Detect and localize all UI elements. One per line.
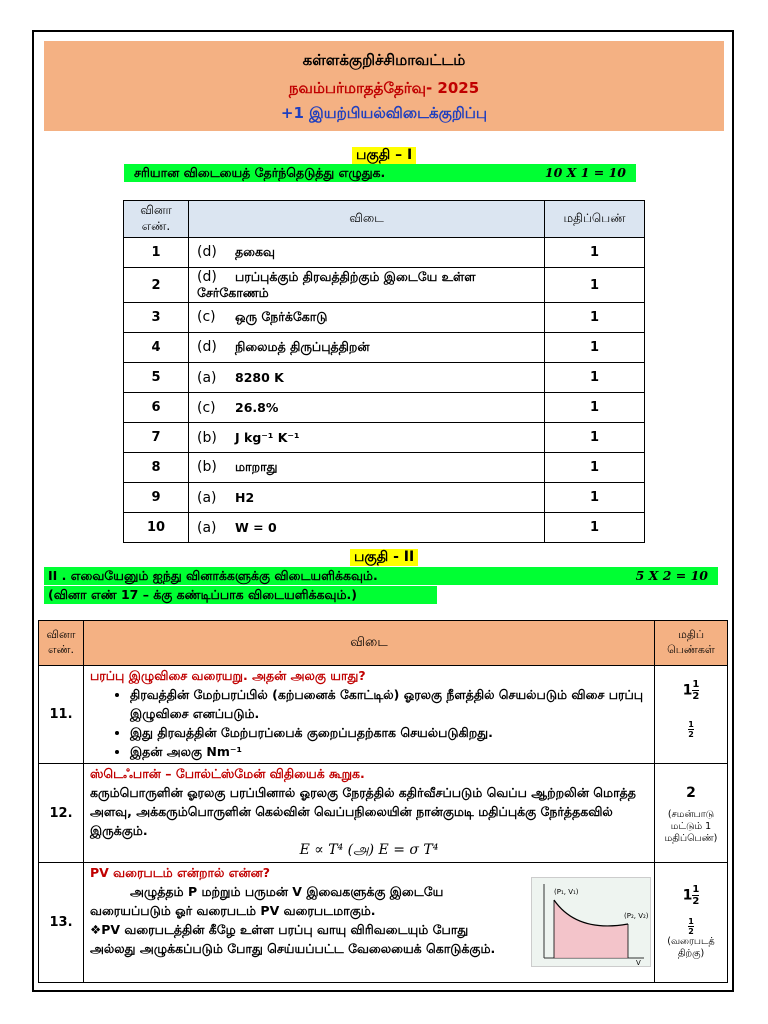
- question-number: 6: [124, 393, 189, 423]
- part1-answer-table: [123, 200, 645, 543]
- part2-marks: 5 X 2 = 10: [635, 568, 708, 583]
- answer-cell: [189, 393, 545, 423]
- part2-note-bar: [44, 586, 437, 604]
- question-number: 7: [124, 423, 189, 453]
- mark-value: 1: [545, 513, 645, 543]
- mark-value: 1: [545, 333, 645, 363]
- mark-cell: [655, 764, 728, 863]
- question-number: 11.: [39, 666, 84, 764]
- answer-cell: [189, 268, 545, 303]
- table-row: [124, 268, 645, 303]
- mark-fraction: $\frac{1}{2}$: [692, 884, 700, 907]
- answer-cell: [189, 333, 545, 363]
- mark-value: 1: [545, 238, 645, 268]
- list-item: • திரவத்தின் மேற்பரப்பில் (கற்பனைக் கோட்டில்) ஓரலகு நீளத்தில் செயல்படும் விசை பரப்பு இழுவிசை எனப்படும்.: [130, 685, 648, 723]
- part2-instruction: II . எவையேனும் ஐந்து வினாக்களுக்கு விடையளிக்கவும்.: [48, 568, 378, 583]
- question-number: 5: [124, 363, 189, 393]
- answer-cell: [189, 303, 545, 333]
- part1-title: பகுதி – I: [352, 147, 416, 164]
- answer-option: (c): [197, 399, 216, 416]
- exam-header: [44, 41, 724, 131]
- mark-value: 1: [545, 393, 645, 423]
- col-num-header: வினா எண்.: [124, 201, 189, 238]
- district-title: கள்ளக்குறிச்சிமாவட்டம்: [302, 51, 466, 69]
- table-row: [124, 238, 645, 268]
- table-row: [124, 483, 645, 513]
- answer-option: (d): [197, 339, 217, 355]
- answer-option: (a): [197, 489, 217, 506]
- subject-title: +1 இயற்பியல்விடைக்குறிப்பு: [280, 104, 488, 122]
- mark-note: (வரைபடத் திற்கு): [667, 936, 715, 959]
- mark-value: 1: [545, 453, 645, 483]
- mark-value: [656, 679, 726, 702]
- mark-fraction-b3: $\frac{1}{2}$: [688, 720, 694, 739]
- answer-option: (b): [197, 459, 217, 475]
- answer-cell: [189, 453, 545, 483]
- question-title: PV வரைபடம் என்றால் என்ன?: [90, 865, 270, 880]
- table-row: [124, 453, 645, 483]
- v-axis-label: V: [636, 959, 641, 966]
- question-title: ஸ்டெஃபான் – போல்ட்ஸ்மேன் விதியைக் கூறுக.: [90, 766, 365, 781]
- part1-instruction: சரியான விடையைத் தேர்ந்தெடுத்து எழுதுக.: [134, 165, 386, 180]
- point-2-label: (P₂, V₂): [624, 912, 649, 920]
- answer-option: (b): [197, 429, 217, 446]
- answer-option: (c): [197, 309, 216, 325]
- answer-cell: [84, 863, 655, 983]
- table-row: [124, 393, 645, 423]
- part1-marks: 10 X 1 = 10: [544, 165, 626, 180]
- point-1-label: (P₁, V₁): [554, 888, 579, 896]
- mark-value: 1: [545, 363, 645, 393]
- answer-option: (d): [197, 269, 217, 285]
- question-row-11: [39, 666, 728, 764]
- mark-fraction-graph: $\frac{1}{2}$: [688, 917, 694, 936]
- table-row: [124, 333, 645, 363]
- mark-value: 1: [545, 483, 645, 513]
- col-num-header: வினா எண்.: [39, 621, 84, 666]
- mark-value: 1: [545, 303, 645, 333]
- answer-cell: [189, 423, 545, 453]
- part2-answer-table: [38, 620, 728, 983]
- answer-text: அழுத்தம் P மற்றும் பருமன் V இவைகளுக்கு இடையே வரையப்படும் ஓர் வரைபடம் PV வரைபடமாகும்.: [90, 884, 444, 918]
- list-item: • இதன் அலகு Nm⁻¹: [130, 742, 648, 761]
- part2-note: (வினா எண் 17 – க்கு கண்டிப்பாக விடையளிக்கவும்.): [48, 587, 358, 602]
- answer-cell: [84, 764, 655, 863]
- answer-cell: [189, 483, 545, 513]
- answer-text: கரும்பொருளின் ஓரலகு பரப்பினால் ஓரலகு நேரத்தில் கதிர்வீசப்படும் வெப்ப ஆற்றலின் மொத்த அளவு, அக்கரும்பொருளின் கெல்வின் வெப்பநிலையின் நான்குமடி மதிப்புக்கு நேர்த்தகவில் இருக்கும்.: [90, 785, 636, 838]
- stefan-formula: E ∝ T⁴ (அ) E = σ T⁴: [299, 842, 439, 858]
- answer-text: ஒரு நேர்க்கோடு: [235, 309, 328, 324]
- question-number: 4: [124, 333, 189, 363]
- mark-value: [656, 884, 726, 907]
- col-answer-header: விடை: [84, 621, 655, 666]
- part1-instruction-bar: [124, 164, 636, 182]
- answer-bullets: [90, 685, 648, 761]
- mark-note: (சமன்பாடு மட்டும் 1 மதிப்பெண்): [664, 809, 718, 844]
- mark-value: 1: [545, 268, 645, 303]
- pv-diagram: [531, 877, 651, 967]
- answer-text: J kg⁻¹ K⁻¹: [235, 429, 300, 445]
- mark-whole: 1: [682, 887, 693, 904]
- table-row: [124, 423, 645, 453]
- answer-text: மாறாது: [235, 459, 278, 474]
- question-number: 9: [124, 483, 189, 513]
- table-header-row: [124, 201, 645, 238]
- answer-text: நிலைமத் திருப்புத்திறன்: [235, 339, 370, 354]
- mark-value: 2: [686, 785, 696, 801]
- table-row: [124, 363, 645, 393]
- mark-value: 1: [545, 423, 645, 453]
- pv-graph-image: [532, 878, 650, 966]
- question-number: 8: [124, 453, 189, 483]
- part2-title: பகுதி - II: [350, 549, 418, 566]
- table-row: [124, 513, 645, 543]
- answer-text: பரப்புக்கும் திரவத்திற்கும் இடையே உள்ள சேர்கோணம்: [197, 269, 476, 300]
- question-number: 13.: [39, 863, 84, 983]
- answer-option: (a): [197, 519, 217, 536]
- answer-cell: [189, 513, 545, 543]
- table-header-row: [39, 621, 728, 666]
- col-mark-header: மதிப் பெண்கள்: [655, 621, 728, 666]
- answer-cell: [84, 666, 655, 764]
- col-mark-header: மதிப்பெண்: [545, 201, 645, 238]
- col-answer-header: விடை: [189, 201, 545, 238]
- answer-text: 26.8%: [235, 399, 279, 415]
- answer-text-2: ❖PV வரைபடத்தின் கீழே உள்ள பரப்பு வாயு விரிவடையும் போது அல்லது அழுக்கப்படும் போது செய்யப்பட்ட வேலையைக் கொடுக்கும்.: [90, 922, 496, 956]
- answer-text: W = 0: [235, 519, 277, 535]
- exam-title: நவம்பர்மாதத்தேர்வு- 2025: [288, 79, 480, 97]
- answer-option: (a): [197, 369, 217, 386]
- mark-cell: [655, 863, 728, 983]
- table-row: [124, 303, 645, 333]
- question-number: 1: [124, 238, 189, 268]
- mark-whole: 1: [682, 682, 693, 699]
- answer-cell: [189, 363, 545, 393]
- answer-text: தகைவு: [235, 244, 275, 259]
- answer-text: H2: [235, 489, 255, 505]
- mark-cell: [655, 666, 728, 764]
- question-number: 12.: [39, 764, 84, 863]
- question-number: 10: [124, 513, 189, 543]
- question-number: 3: [124, 303, 189, 333]
- question-row-13: [39, 863, 728, 983]
- part2-instruction-bar: [44, 567, 718, 585]
- answer-option: (d): [197, 244, 217, 260]
- answer-text: 8280 K: [235, 369, 284, 385]
- question-row-12: [39, 764, 728, 863]
- mark-fraction: $\frac{1}{2}$: [692, 679, 700, 702]
- question-number: 2: [124, 268, 189, 303]
- list-item: • இது திரவத்தின் மேற்பரப்பைக் குறைப்பதற்காக செயல்படுகிறது.: [130, 723, 648, 742]
- question-title: பரப்பு இழுவிசை வரையறு. அதன் அலகு யாது?: [90, 668, 366, 683]
- answer-cell: [189, 238, 545, 268]
